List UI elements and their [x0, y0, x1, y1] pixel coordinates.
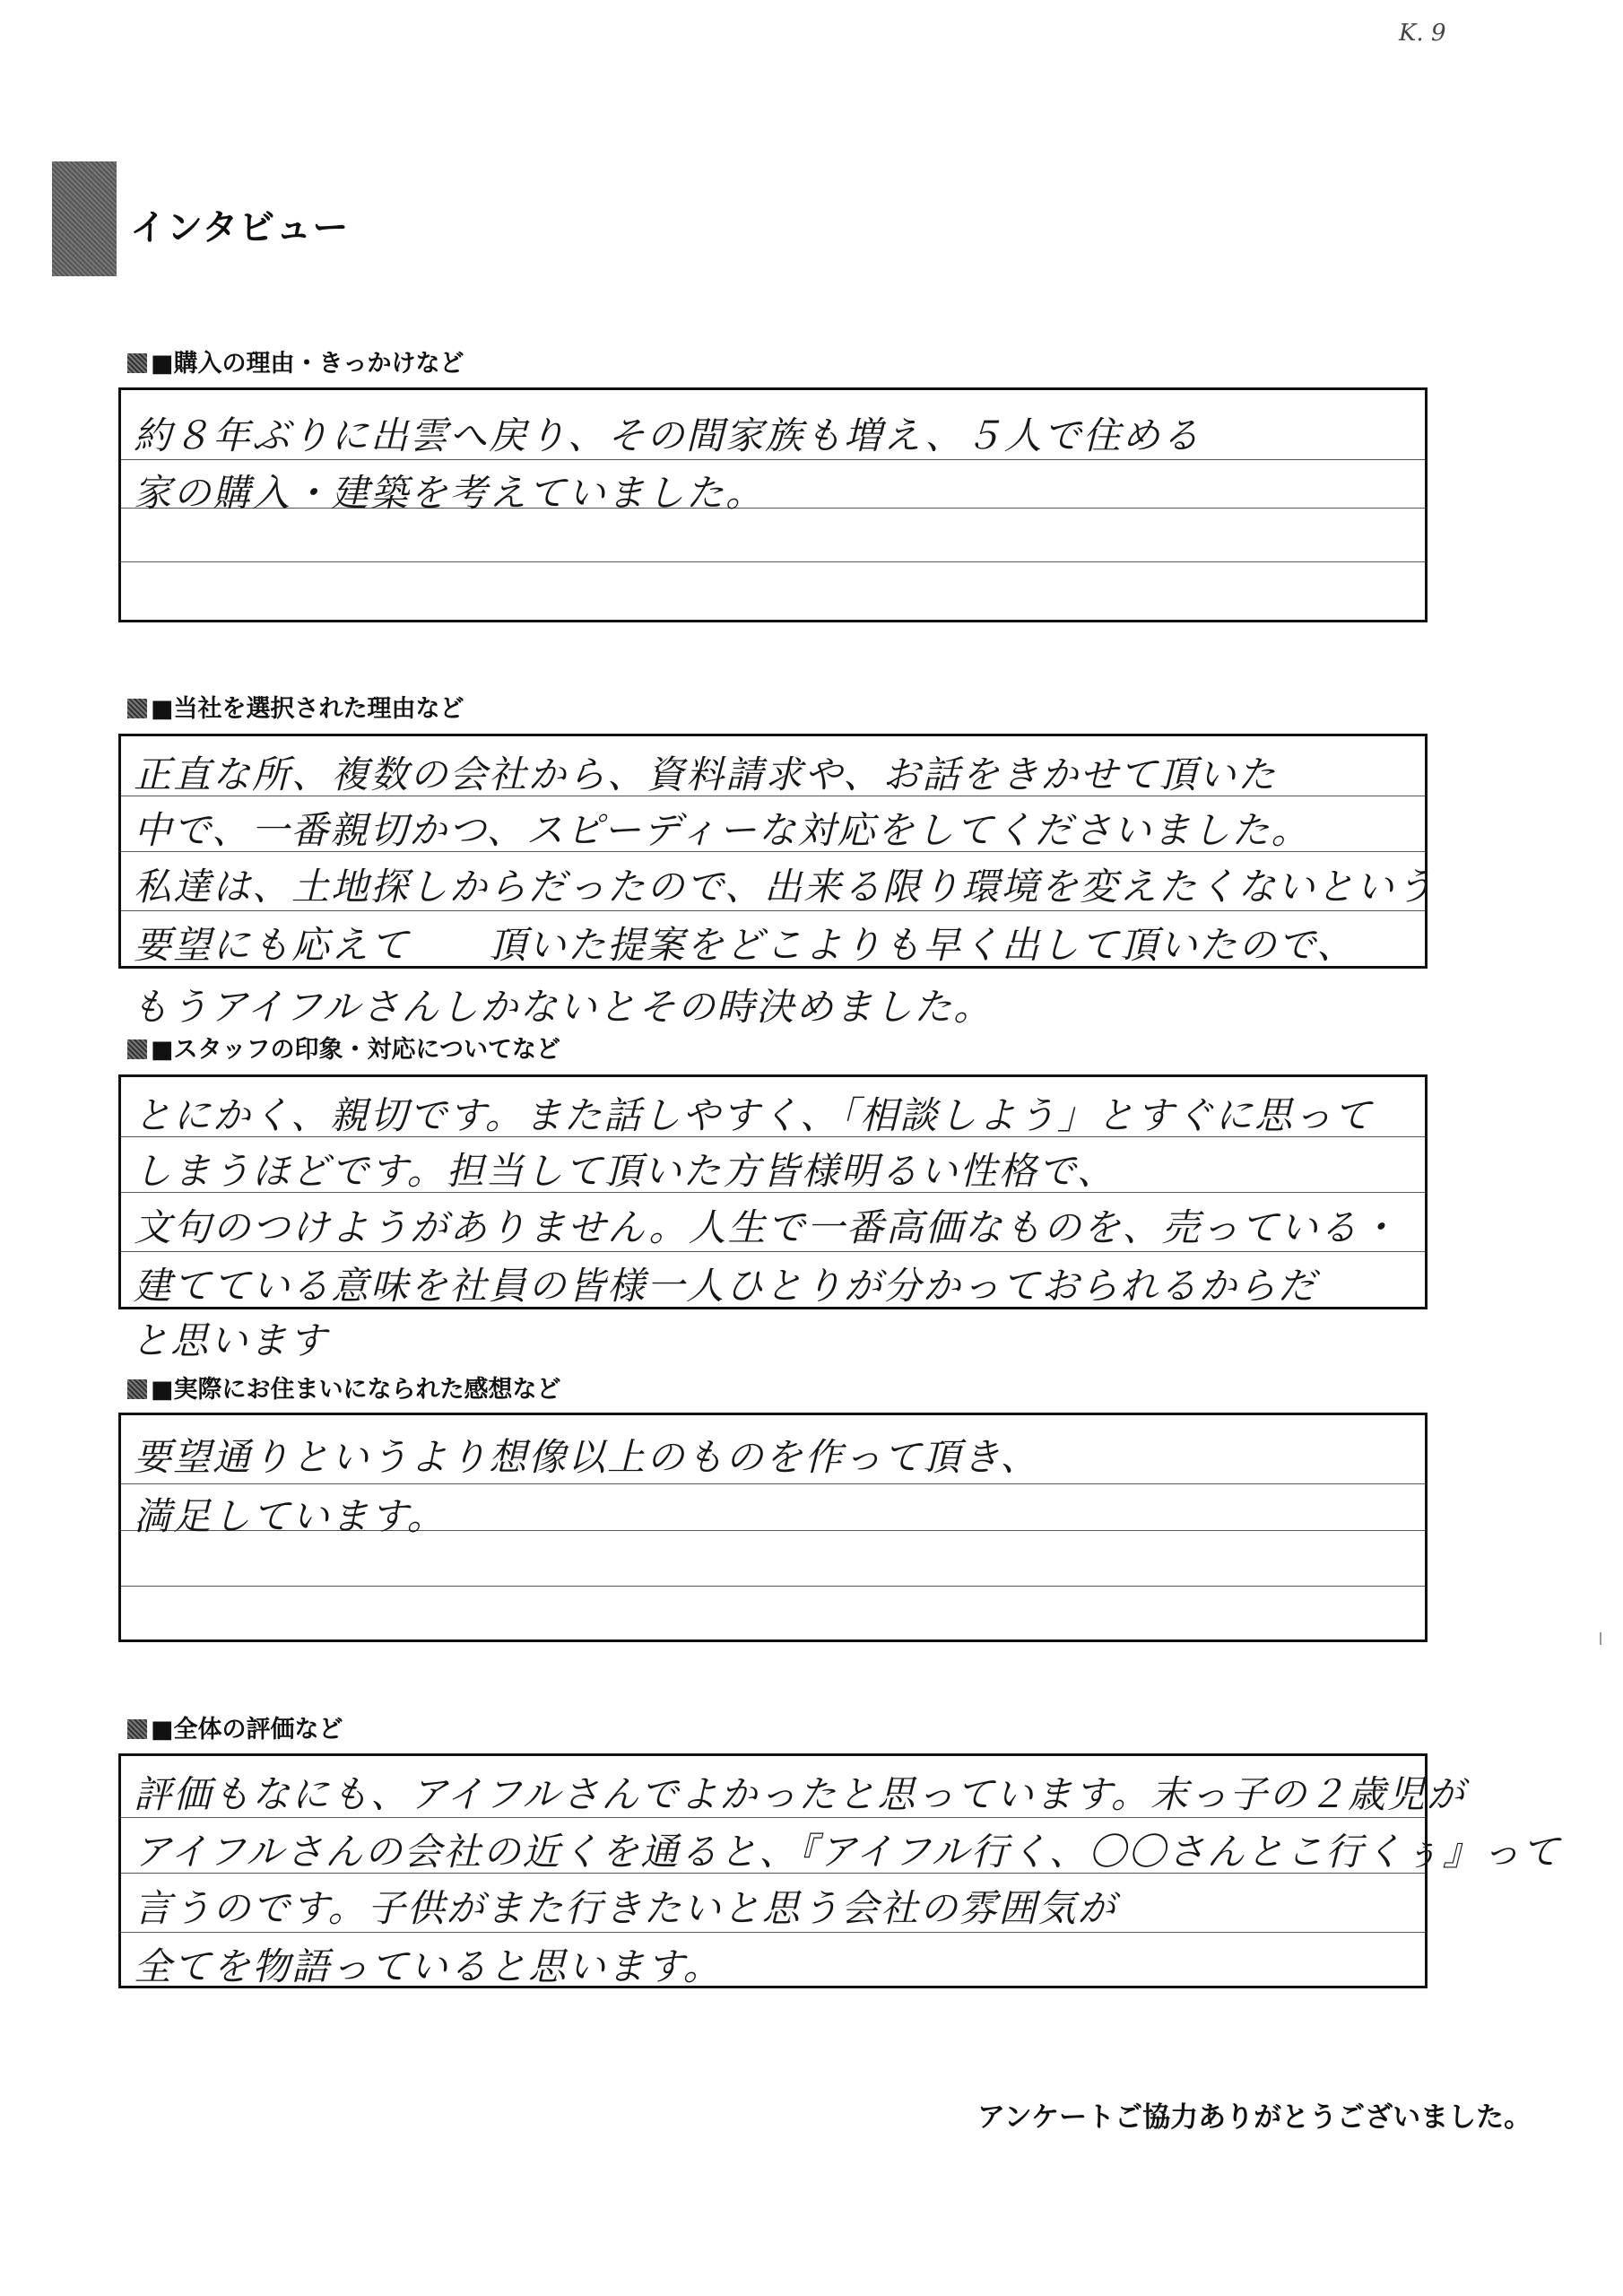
- page-title: インタビュー: [130, 207, 350, 248]
- square-bullet-icon: [127, 353, 147, 373]
- square-bullet-icon: [127, 699, 147, 718]
- answer-line: 要望通りというより想像以上のものを作って頂き、: [134, 1435, 1040, 1479]
- square-bullet-icon: [127, 1039, 147, 1059]
- answer-line: 約８年ぶりに出雲へ戻り、その間家族も増え、５人で住める: [134, 413, 1202, 457]
- footer-thanks: アンケートご協力ありがとうございました。: [977, 2101, 1532, 2134]
- page-corner-mark: K. 9: [1399, 20, 1446, 47]
- answer-box-staff-impression: [118, 1074, 1428, 1309]
- answer-box-selection-reason: [118, 734, 1436, 969]
- answer-line: アイフルさんの会社の近くを通ると、『アイフル行く、〇〇さんとこ行くぅ』って: [134, 1830, 1561, 1874]
- section-label-purchase-reason: ■購入の理由・きっかけなど: [127, 344, 464, 378]
- answer-box-overall-evaluation: [118, 1753, 1561, 1988]
- answer-line: 家の購入・建築を考えていました。: [134, 471, 766, 515]
- answer-box-living-impression: [118, 1413, 1428, 1642]
- section-label-staff-impression: ■スタッフの印象・対応についてなど: [127, 1030, 560, 1065]
- section-label-selection-reason: ■当社を選択された理由など: [127, 689, 464, 724]
- square-bullet-icon: [127, 1379, 147, 1399]
- answer-line: 中で、一番親切かつ、スピーディーな対応をしてくださいました。: [134, 808, 1311, 852]
- square-bullet-icon: [127, 1719, 147, 1739]
- answer-line: 建てている意味を社員の皆様一人ひとりが分かっておられるからだ: [134, 1264, 1318, 1308]
- answer-line: 評価もなにも、アイフルさんでよかったと思っています。末っ子の２歳児が: [134, 1772, 1466, 1816]
- title-marker-block: [52, 161, 117, 276]
- answer-box-purchase-reason: [118, 387, 1428, 622]
- answer-line-overflow: と思います: [131, 1318, 329, 1362]
- section-label-living-impression: ■実際にお住まいになられた感想など: [127, 1370, 561, 1405]
- section-label-overall-evaluation: ■全体の評価など: [127, 1709, 343, 1744]
- answer-line: 言うのです。子供がまた行きたいと思う会社の雰囲気が: [134, 1886, 1117, 1930]
- answer-line: 私達は、土地探しからだったので、出来る限り環境を変えたくないという: [134, 865, 1436, 909]
- scan-edge-mark: [1600, 1632, 1601, 1645]
- answer-line: しまうほどです。担当して頂いた方皆様明るい性格で、: [134, 1149, 1116, 1193]
- answer-line: とにかく、親切です。また話しやすく、「相談しよう」とすぐに思って: [134, 1093, 1373, 1137]
- answer-line: 文句のつけようがありません。人生で一番高価なものを、売っている・: [134, 1205, 1399, 1249]
- answer-line: 正直な所、複数の会社から、資料請求や、お話をきかせて頂いた: [134, 752, 1278, 796]
- answer-line: 全てを物語っていると思います。: [134, 1944, 723, 1988]
- answer-line: 満足しています。: [134, 1494, 447, 1538]
- answer-line-overflow: もうアイフルさんしかないとその時決めました。: [131, 985, 994, 1029]
- answer-line: 要望にも応えて 頂いた提案をどこよりも早く出して頂いたので、: [134, 923, 1357, 967]
